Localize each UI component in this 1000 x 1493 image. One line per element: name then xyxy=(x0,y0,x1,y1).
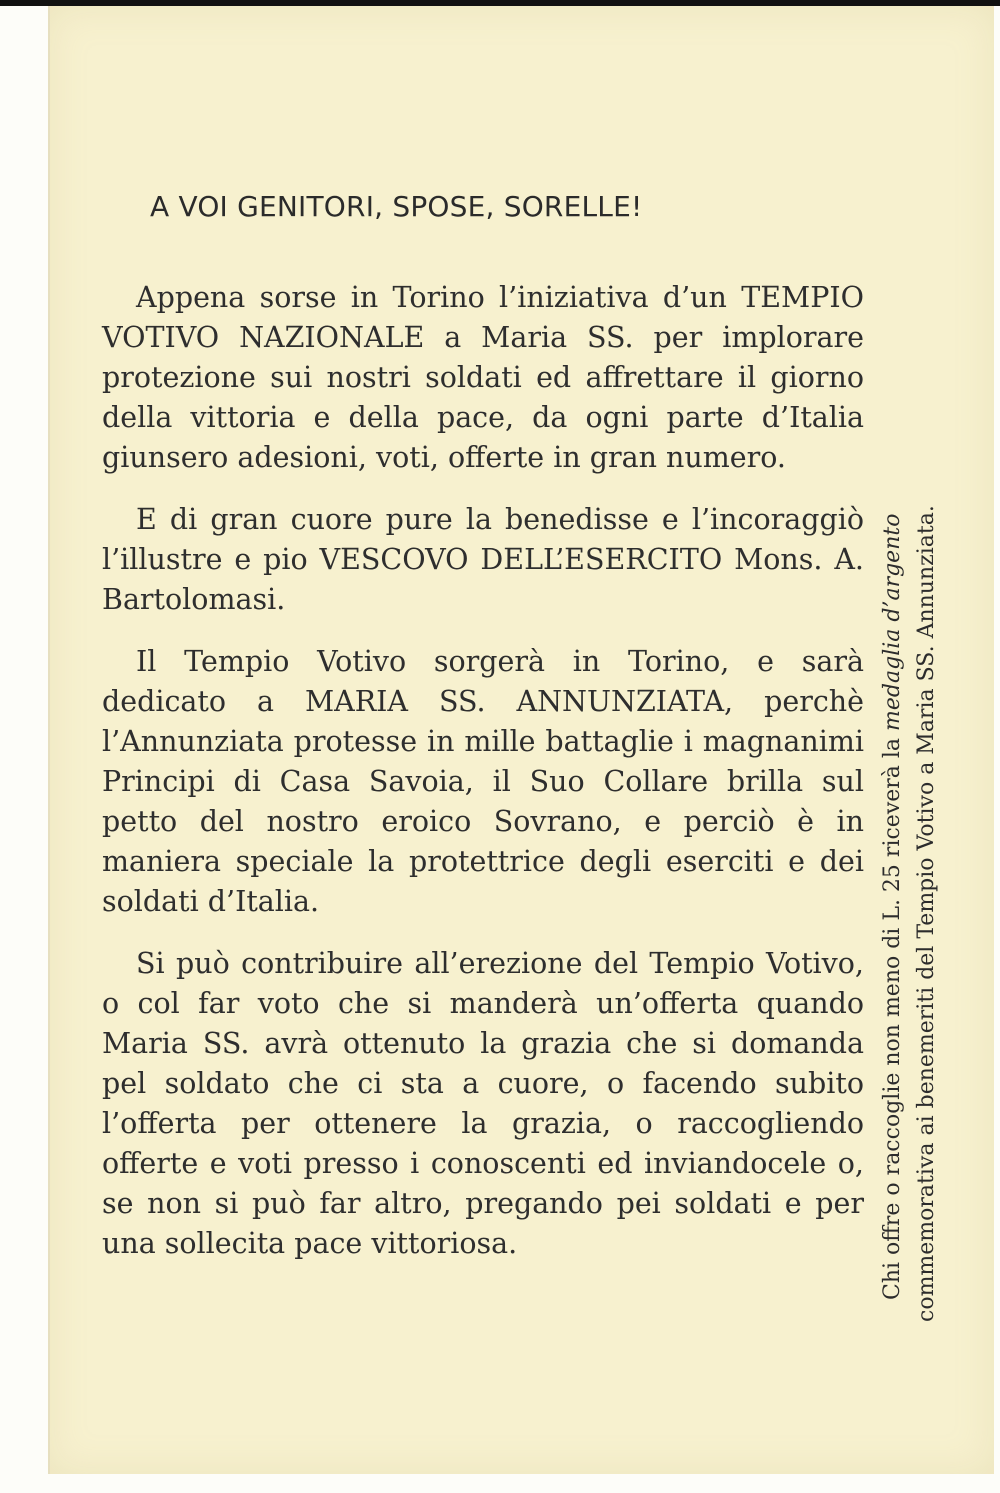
postcard-left-edge xyxy=(48,6,50,1474)
paragraph-3: Il Tempio Votivo sorgerà in Torino, e sarà dedicato a MARIA SS. ANNUNZIATA, perchè l’Annunziata protesse in mille battaglie i magnanimi Principi di Casa Savoia, il Suo Collare brilla sul petto del nostro eroico Sovrano, e perciò è in maniera speciale la protettrice degli eserciti e dei soldati d’Italia. xyxy=(102,644,864,918)
side-note-line-2: commemorativa ai benemeriti del Tempio Votivo a Maria SS. Annunziata. xyxy=(914,505,939,1322)
paragraph-4: Si può contribuire all’erezione del Tempio Votivo, o col far voto che si manderà un’offerta quando Maria SS. avrà ottenuto la grazia che si domanda pel soldato che ci sta a cuore, o facendo subito l’offerta per ottenere la grazia, o raccogliendo offerte e voti presso i conoscenti ed inviandocele o, se non si può far altro, pregando pei soldati e per una sollecita pace vittoriosa. xyxy=(102,946,864,1260)
card-text-body xyxy=(102,190,864,1286)
paragraph-2: E di gran cuore pure la benedisse e l’incoraggiò l’illustre e pio VESCOVO DELL’ESERCITO Mons. A. Bartolomasi. xyxy=(102,502,864,616)
side-note-line-1-italic: medaglia d’argento xyxy=(880,513,905,731)
page-title: A VOI GENITORI, SPOSE, SORELLE! xyxy=(150,190,643,223)
paragraph-1: Appena sorse in Torino l’iniziativa d’un TEMPIO VOTIVO NAZIONALE a Maria SS. per implorare protezione sui nostri soldati ed affrettare il giorno della vittoria e della pace, da ogni parte d’Italia giunsero adesioni, voti, offerte in gran numero. xyxy=(102,280,864,474)
side-note-line-1-text: Chi offre o raccoglie non meno di L. 25 riceverà la xyxy=(880,730,905,1300)
side-note-line-1 xyxy=(880,514,905,1300)
